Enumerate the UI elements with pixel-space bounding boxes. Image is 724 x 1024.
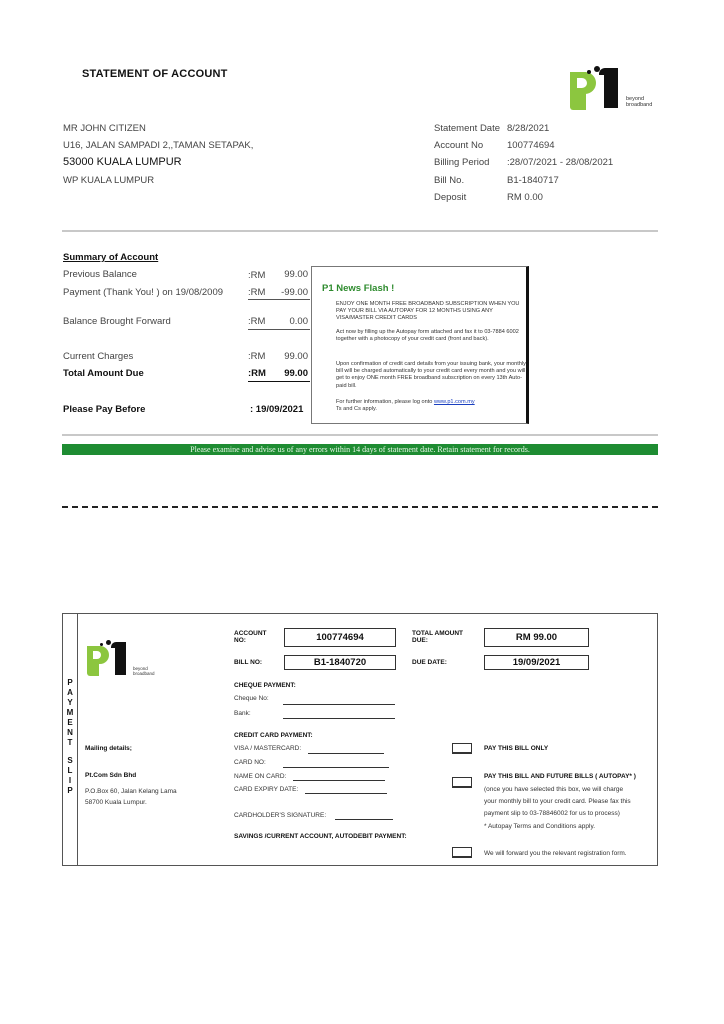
due-date-field[interactable]: 19/09/2021 xyxy=(484,655,589,670)
bill-no-field[interactable]: B1-1840720 xyxy=(284,655,396,670)
brand-tagline: beyond xyxy=(133,666,148,671)
summary-label: Payment (Thank You! ) on 19/08/2009 xyxy=(63,287,224,298)
statement-date-label: Statement Date xyxy=(434,123,501,134)
total-due-label: Total Amount Due xyxy=(63,368,144,379)
vertical-label: S xyxy=(67,756,73,765)
summary-label: Balance Brought Forward xyxy=(63,316,171,327)
company-address: 58700 Kuala Lumpur. xyxy=(85,799,147,806)
brand-logo xyxy=(87,638,177,678)
news-text: For further information, please log onto xyxy=(336,399,434,405)
summary-currency: :RM xyxy=(248,368,266,379)
account-no-label: ACCOUNT xyxy=(234,630,267,637)
autopay-label: PAY THIS BILL AND FUTURE BILLS ( AUTOPAY* ) xyxy=(484,773,636,780)
vertical-label: P xyxy=(67,678,73,687)
cut-line xyxy=(62,506,658,508)
expiry-label: CARD EXPIRY DATE: xyxy=(234,786,299,793)
pay-before-date: : 19/09/2021 xyxy=(250,404,304,415)
website-link[interactable]: www.p1.com.my xyxy=(433,399,475,405)
bill-no: B1-1840717 xyxy=(507,175,559,186)
vertical-label: E xyxy=(67,718,73,727)
vertical-label: M xyxy=(66,708,74,717)
pay-this-bill-label: PAY THIS BILL ONLY xyxy=(484,745,549,752)
page-title: STATEMENT OF ACCOUNT xyxy=(82,68,228,80)
cheque-heading: CHEQUE PAYMENT: xyxy=(234,682,296,689)
total-due-label: DUE: xyxy=(412,637,428,644)
vertical-label: L xyxy=(67,766,73,775)
brand-tagline: broadband xyxy=(626,102,653,108)
card-no-input[interactable] xyxy=(283,767,389,768)
name-on-card-input[interactable] xyxy=(293,780,385,781)
summary-amount: 0.00 xyxy=(289,316,308,327)
news-paragraph: ENJOY ONE MONTH FREE BROADBAND SUBSCRIPTION WHEN YOU PAY YOUR BILL VIA AUTOPAY FOR 12 MONTHS USING ANY VISA/MASTER CREDIT CARDS xyxy=(336,301,520,322)
card-type-label: VISA / MASTERCARD: xyxy=(234,745,302,752)
pay-this-bill-checkbox[interactable] xyxy=(452,743,472,754)
account-no-label: Account No xyxy=(434,140,484,151)
news-paragraph: Ts and Cs apply. xyxy=(336,406,377,412)
company-name: Pt.Com Sdn Bhd xyxy=(85,772,137,779)
card-type-input[interactable] xyxy=(308,753,384,754)
customer-address-line: WP KUALA LUMPUR xyxy=(63,175,155,186)
account-no-field[interactable]: 100774694 xyxy=(284,628,396,647)
vertical-label: N xyxy=(67,728,73,737)
news-flash-box xyxy=(311,266,529,424)
deposit: RM 0.00 xyxy=(507,192,543,203)
underline xyxy=(248,329,310,330)
underline xyxy=(248,381,310,382)
credit-card-heading: CREDIT CARD PAYMENT: xyxy=(234,732,313,739)
divider xyxy=(62,230,658,232)
bank-label: Bank: xyxy=(234,710,251,717)
pay-before-label: Please Pay Before xyxy=(63,404,146,415)
name-on-card-label: NAME ON CARD: xyxy=(234,773,287,780)
cheque-no-input[interactable] xyxy=(283,704,395,705)
summary-amount: -99.00 xyxy=(281,287,308,298)
bill-no-label: Bill No. xyxy=(434,175,465,186)
autopay-note: payment slip to 03-78846002 for us to process) xyxy=(484,810,620,817)
total-due-field[interactable]: RM 99.00 xyxy=(484,628,589,647)
autodebit-checkbox[interactable] xyxy=(452,847,472,858)
customer-address-line: 53000 KUALA LUMPUR xyxy=(63,156,182,168)
account-no: 100774694 xyxy=(507,140,555,151)
account-no-label: NO: xyxy=(234,637,246,644)
vertical-label: A xyxy=(67,688,73,697)
vertical-label: Y xyxy=(67,698,73,707)
brand-tagline: beyond xyxy=(626,96,645,102)
bank-input[interactable] xyxy=(283,718,395,719)
savings-heading: SAVINGS /CURRENT ACCOUNT, AUTODEBIT PAYMENT: xyxy=(234,833,407,840)
signature-input[interactable] xyxy=(335,819,393,820)
billing-period-label: Billing Period xyxy=(434,157,490,168)
bill-no-label: BILL NO: xyxy=(234,659,263,666)
summary-currency: :RM xyxy=(248,270,266,281)
mailing-label: Mailing details; xyxy=(85,745,132,752)
summary-heading: Summary of Account xyxy=(63,252,159,263)
news-paragraph: Act now by filling up the Autopay form attached and fax it to 03-7884 6002 together with a photocopy of your credit card (front and back). xyxy=(336,329,519,343)
underline xyxy=(248,299,310,300)
notice-bar: Please examine and advise us of any errors within 14 days of statement date. Retain statement for records. xyxy=(62,444,658,455)
company-address: P.O.Box 60, Jalan Kelang Lama xyxy=(85,788,177,795)
signature-label: CARDHOLDER'S SIGNATURE: xyxy=(234,812,327,819)
expiry-input[interactable] xyxy=(305,793,387,794)
summary-currency: :RM xyxy=(248,287,266,298)
summary-label: Previous Balance xyxy=(63,269,137,280)
autodebit-note: We will forward you the relevant registration form. xyxy=(484,850,627,857)
autopay-note: your monthly bill to your credit card. Please fax this xyxy=(484,798,631,805)
autopay-note: * Autopay Terms and Conditions apply. xyxy=(484,823,596,830)
news-title: P1 News Flash ! xyxy=(322,283,395,294)
total-due-label: TOTAL AMOUNT xyxy=(412,630,464,637)
billing-period: :28/07/2021 - 28/08/2021 xyxy=(507,157,614,168)
payment-slip xyxy=(62,613,658,866)
due-date-label: DUE DATE: xyxy=(412,659,447,666)
vertical-label: P xyxy=(67,786,73,795)
autopay-note: (once you have selected this box, we will charge xyxy=(484,786,624,793)
total-due-amount: 99.00 xyxy=(284,368,308,379)
summary-amount: 99.00 xyxy=(284,351,308,362)
summary-label: Current Charges xyxy=(63,351,134,362)
news-paragraph: Upon confirmation of credit card details from your issuing bank, your monthly bill will be charged automatically to your credit card every month and you will get to enjoy ONE month FREE broadband subscription on every 13th Auto-paid bill. xyxy=(336,361,526,389)
autopay-checkbox[interactable] xyxy=(452,777,472,788)
divider xyxy=(62,434,658,436)
cheque-no-label: Cheque No: xyxy=(234,695,269,702)
vertical-label: T xyxy=(67,738,73,747)
card-no-label: CARD NO: xyxy=(234,759,266,766)
statement-date: 8/28/2021 xyxy=(507,123,550,134)
customer-name: MR JOHN CITIZEN xyxy=(63,123,146,134)
deposit-label: Deposit xyxy=(434,192,467,203)
summary-amount: 99.00 xyxy=(284,269,308,280)
brand-logo xyxy=(570,64,660,114)
brand-tagline: broadband xyxy=(133,671,155,676)
customer-address-line: U16, JALAN SAMPADI 2,,TAMAN SETAPAK, xyxy=(63,140,254,151)
summary-currency: :RM xyxy=(248,316,266,327)
divider xyxy=(77,614,78,865)
summary-currency: :RM xyxy=(248,351,266,362)
vertical-label: I xyxy=(68,776,72,785)
